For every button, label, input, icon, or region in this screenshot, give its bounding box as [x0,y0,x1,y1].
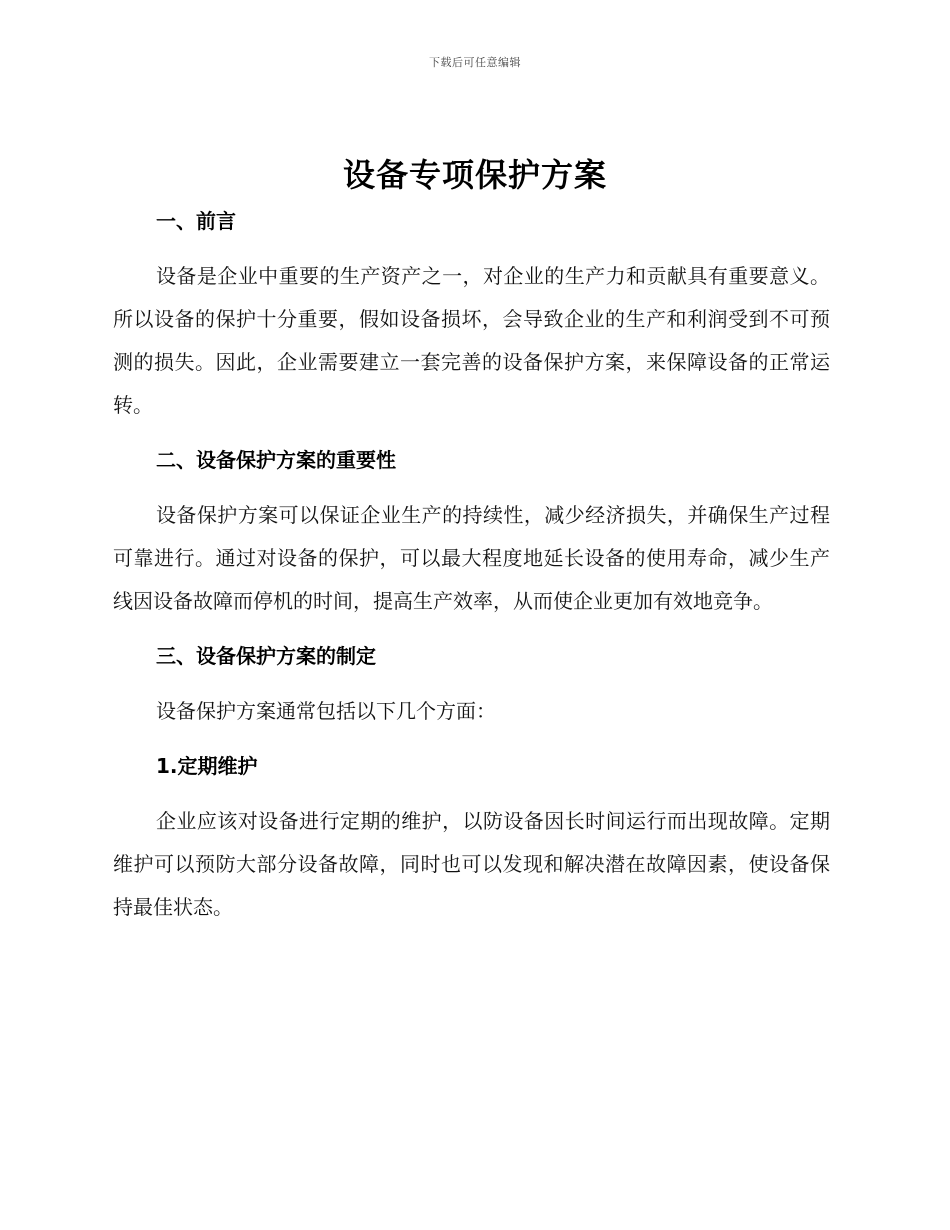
section-paragraph-preface: 设备是企业中重要的生产资产之一，对企业的生产力和贡献具有重要意义。所以设备的保护十分重要，假如设备损坏，会导致企业的生产和利润受到不可预测的损失。因此，企业需要建立一套完善的设备保护方案，来保障设备的正常运转。 [113,264,830,417]
section-heading-importance: 二、设备保护方案的重要性 [156,448,396,472]
document-body [113,200,830,929]
subsection-heading-regular-maintenance: 1.定期维护 [156,754,258,778]
section-paragraph-importance: 设备保护方案可以保证企业生产的持续性，减少经济损失，并确保生产过程可靠进行。通过对设备的保护，可以最大程度地延长设备的使用寿命，减少生产线因设备故障而停机的时间，提高生产效率，从而使企业更加有效地竞争。 [113,503,830,613]
section-heading-formulation: 三、设备保护方案的制定 [156,644,376,668]
section-paragraph-formulation: 设备保护方案通常包括以下几个方面： [156,699,496,723]
document-title: 设备专项保护方案 [342,156,607,194]
page-header-note: 下载后可任意编辑 [429,56,521,69]
section-heading-preface: 一、前言 [156,209,236,233]
subsection-paragraph-regular-maintenance: 企业应该对设备进行定期的维护，以防设备因长时间运行而出现故障。定期维护可以预防大部分设备故障，同时也可以发现和解决潜在故障因素，使设备保持最佳状态。 [113,809,830,919]
